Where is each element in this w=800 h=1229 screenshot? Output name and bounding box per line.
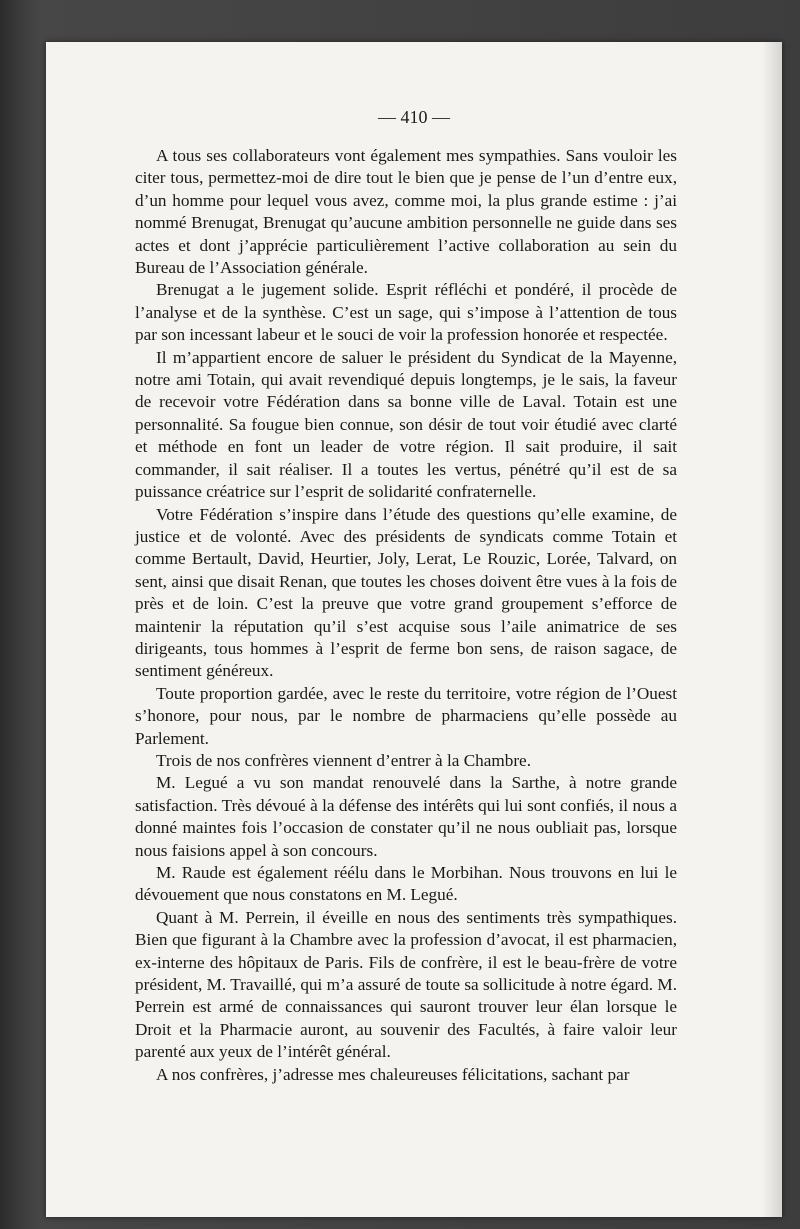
paragraph-8: M. Raude est également réélu dans le Morbihan. Nous trouvons en lui le dévouement que nous constatons en M. Legué. xyxy=(135,863,677,905)
paragraph-5: Toute proportion gardée, avec le reste du territoire, votre région de l’Ouest s’honore, pour nous, par le nombre de pharmaciens qu’elle possède au Parlement. xyxy=(135,683,677,748)
document-page xyxy=(46,42,782,1217)
page-edge-shadow xyxy=(762,42,782,1217)
page-number: — 410 — xyxy=(378,107,450,127)
paragraph-6: Trois de nos confrères viennent d’entrer à la Chambre. xyxy=(156,750,531,770)
paragraph-1: A tous ses collaborateurs vont également mes sympathies. Sans vouloir les citer tous, permettez-moi de dire tout le bien que je pense de l’un d’entre eux, d’un homme pour lequel vous avez, comme moi, la plus grande estime : j’ai nommé Brenugat, Brenugat qu’aucune ambition personnelle ne guide dans ses actes et dont j’apprécie particulièrement l’active collaboration au sein du Bureau de l’Association générale. xyxy=(135,146,677,278)
paragraph-2: Brenugat a le jugement solide. Esprit réfléchi et pondéré, il procède de l’analyse et de la synthèse. C’est un sage, qui s’impose à l’attention de tous par son incessant labeur et le souci de voir la profession honorée et respectée. xyxy=(135,280,677,345)
paragraph-10: A nos confrères, j’adresse mes chaleureuses félicitations, sachant par xyxy=(156,1064,630,1084)
paragraph-3: Il m’appartient encore de saluer le président du Syndicat de la Mayenne, notre ami Totain, qui avait revendiqué depuis longtemps, je le sais, la faveur de recevoir votre Fédération dans sa bonne ville de Laval. Totain est une personnalité. Sa fougue bien connue, son désir de tout voir étudié avec clarté et méthode en font un leader de votre région. Il sait produire, il sait commander, il sait réaliser. Il a toutes les vertus, pénétré qu’il est de sa puissance créatrice sur l’esprit de solidarité confraternelle. xyxy=(135,347,677,502)
paragraph-4: Votre Fédération s’inspire dans l’étude des questions qu’elle examine, de justice et de volonté. Avec des présidents de syndicats comme Totain et comme Bertault, David, Heurtier, Joly, Lerat, Le Rouzic, Lorée, Talvard, on sent, ainsi que disait Renan, que toutes les choses doivent être vues à la fois de près et de loin. C’est la preuve que votre grand groupement s’efforce de maintenir la réputation qu’il s’est acquise sous l’aile animatrice de ses dirigeants, tous hommes à l’esprit de ferme bon sens, de raison sagace, de sentiment généreux. xyxy=(135,504,677,681)
body-text xyxy=(135,145,677,1086)
paragraph-7: M. Legué a vu son mandat renouvelé dans la Sarthe, à notre grande satisfaction. Très dévoué à la défense des intérêts qui lui sont confiés, il nous a donné maintes fois l’occasion de constater qu’il ne nous oubliait pas, lorsque nous faisions appel à son concours. xyxy=(135,773,677,860)
paragraph-9: Quant à M. Perrein, il éveille en nous des sentiments très sympathiques. Bien que figurant à la Chambre avec la profession d’avocat, il est pharmacien, ex-interne des hôpitaux de Paris. Fils de confrère, il est le beau-frère de votre président, M. Travaillé, qui m’a assuré de toute sa sollicitude à notre égard. M. Perrein est armé de connaissances qui sauront trouver leur élan lorsque le Droit et la Pharmacie auront, au souvenir des Facultés, à faire valoir leur parenté aux yeux de l’intérêt général. xyxy=(135,907,677,1062)
